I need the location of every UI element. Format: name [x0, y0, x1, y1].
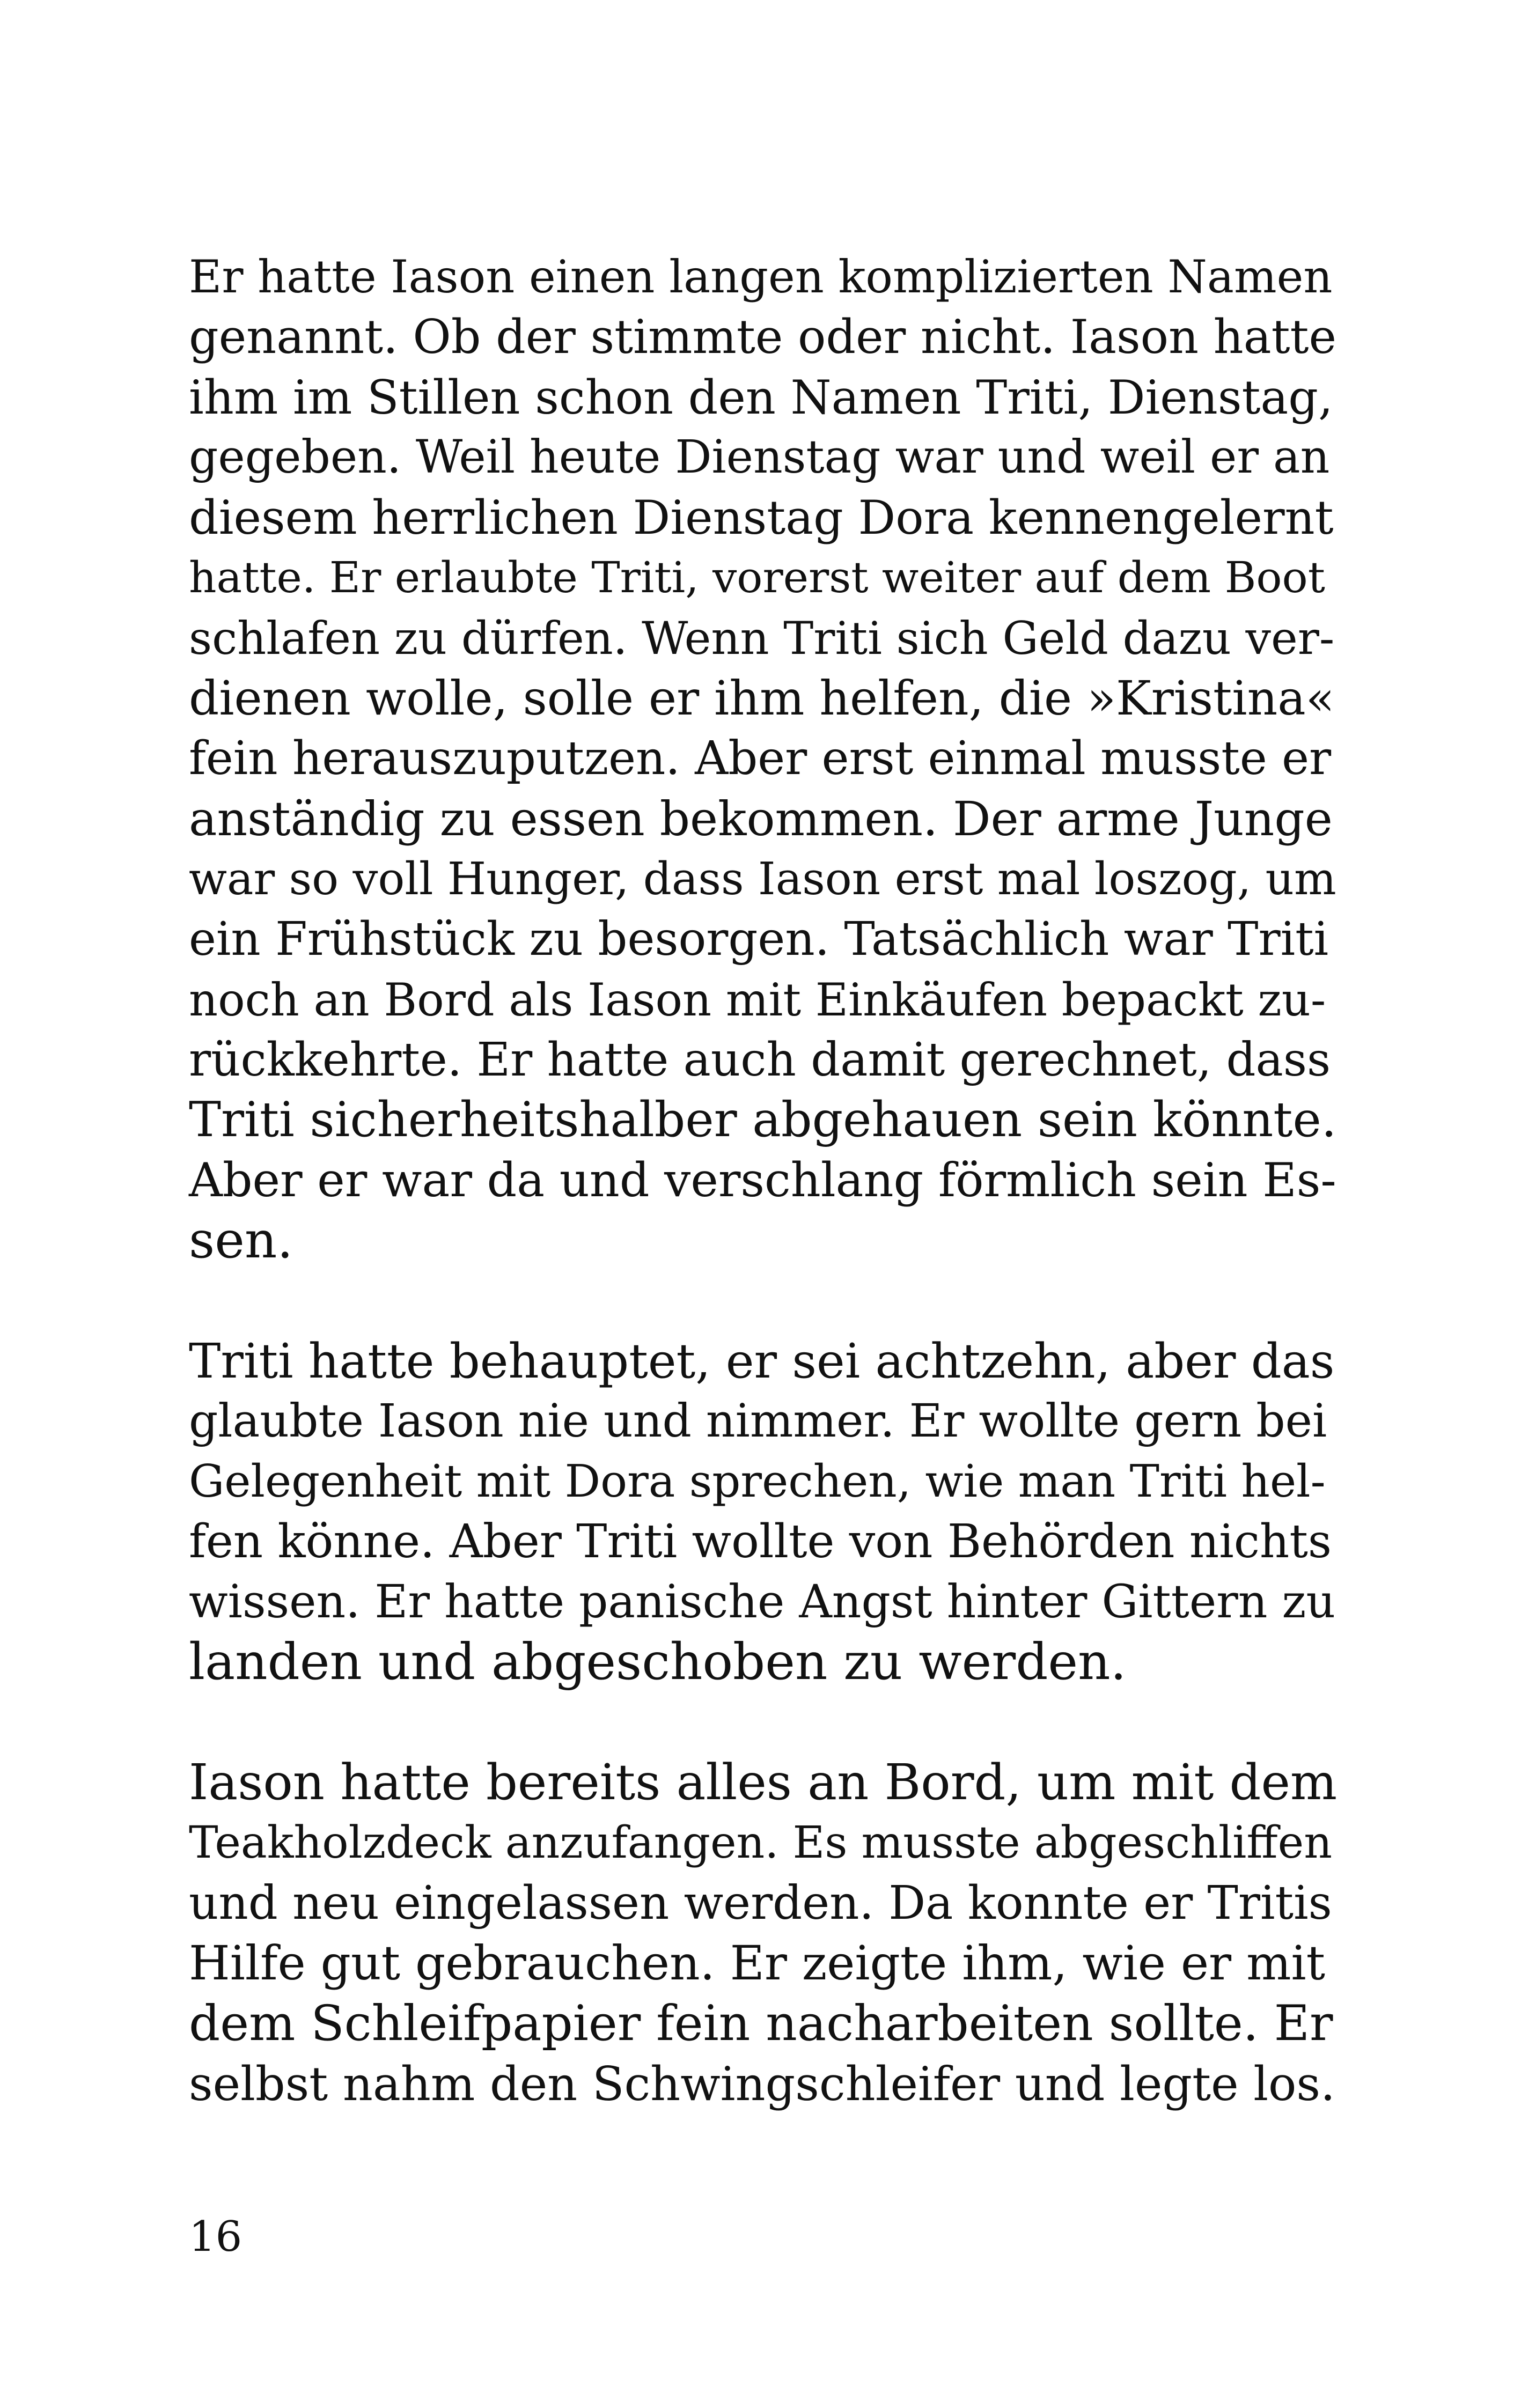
body-text [189, 247, 1337, 2114]
text-line: anständig zu essen bekommen. Der arme Junge [189, 791, 1333, 846]
text-line: und neu eingelassen werden. Da konnte er Tritis [189, 1876, 1332, 1931]
paragraph [189, 1331, 1337, 1692]
text-line: selbst nahm den Schwingschleifer und legte los. [189, 2056, 1335, 2111]
paragraph-gap [189, 1692, 1337, 1752]
text-line: rückkehrte. Er hatte auch damit gerechnet, dass [189, 1033, 1331, 1087]
text-line: ihm im Stillen schon den Namen Triti, Dienstag, [189, 370, 1333, 425]
text-line: dienen wolle, solle er ihm helfen, die »Kristina« [189, 671, 1335, 726]
text-line: gegeben. Weil heute Dienstag war und weil er an [189, 430, 1330, 484]
text-line: Gelegenheit mit Dora sprechen, wie man Triti hel- [189, 1455, 1326, 1507]
text-line: diesem herrlichen Dienstag Dora kennengelernt [189, 490, 1334, 546]
text-line: Er hatte Iason einen langen komplizierten Namen [189, 251, 1333, 303]
text-line: wissen. Er hatte panische Angst hinter Gittern zu [189, 1575, 1336, 1629]
text-line: Aber er war da und verschlang förmlich sein Es- [189, 1153, 1336, 1208]
paragraph [189, 1752, 1337, 2114]
text-line: Hilfe gut gebrauchen. Er zeigte ihm, wie er mit [189, 1935, 1326, 1991]
text-line: landen und abgeschoben zu werden. [189, 1632, 1127, 1691]
text-line: genannt. Ob der stimmte oder nicht. Iason hatte [189, 310, 1336, 365]
text-line: Triti sicherheitshalber abgehauen sein könnte. [189, 1092, 1337, 1148]
text-line: fein herauszuputzen. Aber erst einmal musste er [189, 732, 1332, 786]
text-line: war so voll Hunger, dass Iason erst mal loszog, um [189, 852, 1336, 905]
text-line: Teakholzdeck anzufangen. Es musste abgeschliffen [189, 1817, 1332, 1868]
text-line: dem Schleifpapier fein nacharbeiten sollte. Er [189, 1995, 1333, 2052]
text-line: ein Frühstück zu besorgen. Tatsächlich war Triti [189, 912, 1329, 967]
text-line: fen könne. Aber Triti wollte von Behörden nichts [189, 1515, 1332, 1569]
text-line: schlafen zu dürfen. Wenn Triti sich Geld dazu ver- [189, 612, 1335, 665]
text-line: glaubte Iason nie und nimmer. Er wollte gern bei [189, 1394, 1327, 1448]
text-line: sen. [189, 1211, 293, 1270]
paragraph-gap [189, 1271, 1337, 1331]
page-number: 16 [189, 2213, 243, 2261]
text-line: noch an Bord als Iason mit Einkäufen bepackt zu- [189, 973, 1326, 1026]
text-line: hatte. Er erlaubte Triti, vorerst weiter auf dem Boot [189, 553, 1325, 603]
paragraph [189, 247, 1337, 1271]
text-line: Triti hatte behauptet, er sei achtzehn, aber das [189, 1333, 1335, 1389]
text-line: Iason hatte bereits alles an Bord, um mit dem [189, 1754, 1338, 1811]
